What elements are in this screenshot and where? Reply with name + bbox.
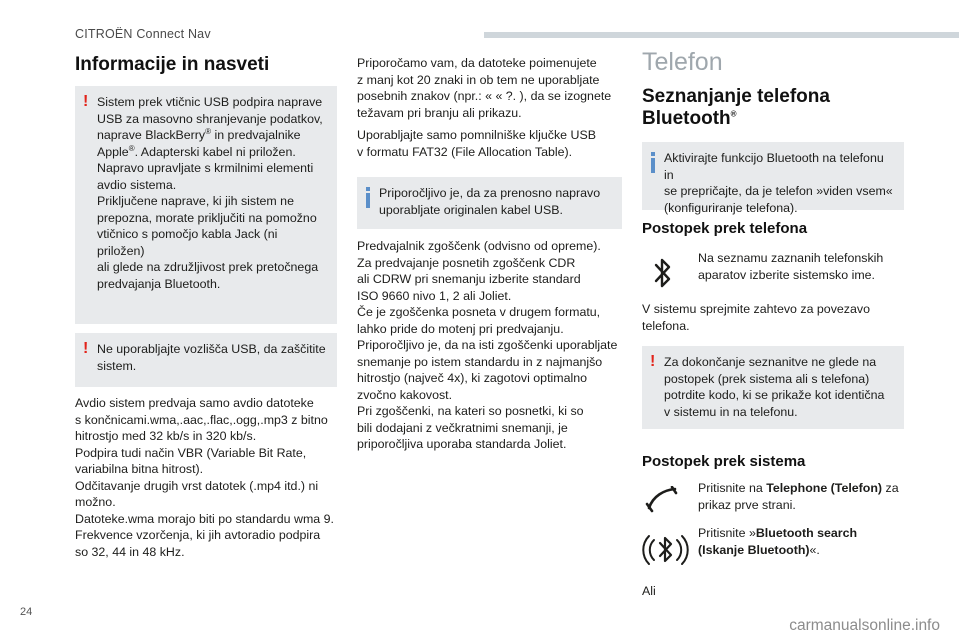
- bluetooth-icon: [650, 256, 676, 290]
- heading-system-procedure: Postopek prek sistema: [642, 453, 806, 470]
- info-cable-text: Priporočljivo je, da za prenosno napravo uporabljate originalen kabel USB.: [379, 186, 601, 217]
- page-number: 24: [20, 606, 33, 618]
- usb-format-text: Uporabljajte samo pomnilniške ključke USB v formatu FAT32 (File Allocation Table).: [357, 128, 596, 159]
- info-icon: [366, 187, 370, 208]
- section-title-telefon: Telefon: [642, 48, 723, 76]
- system-step1-text: Pritisnite na Telephone (Telefon) za prikaz prve strani.: [698, 481, 899, 512]
- file-naming-text: Priporočamo vam, da datoteke poimenujete z manj kot 20 znaki in ob tem ne uporabljate posebnih znakov (npr.: « « ?. ), da se izognete težavam pri branju ali prikazu.: [357, 56, 612, 120]
- system-step2-text: Pritisnite »Bluetooth search (Iskanje Bluetooth)«.: [698, 526, 858, 557]
- warning-code-text: Za dokončanje seznanitve ne glede na postopek (prek sistema ali s telefona) potrdite kodo, ki se prikaže kot identična v sistemu in na telefonu.: [664, 355, 885, 419]
- warning-usb-text: Sistem prek vtičnic USB podpira naprave USB za masovno shranjevanje podatkov, naprave BlackBerry® in predvajalnike Apple®. Adapterski kabel ni priložen. Napravo upravljate s krmilnimi elementi avdio sistema. Priključene naprave, ki jih sistem ne prepozna, morate priključiti na pomožno vtičnico s pomočjo kabla Jack (ni priložen) ali glede na združljivost prek pretočnega predvajanja Bluetooth.: [97, 95, 323, 291]
- heading-phone-procedure: Postopek prek telefona: [642, 220, 808, 237]
- warning-icon: !: [650, 353, 656, 370]
- audio-formats-text: Avdio sistem predvaja samo avdio datoteke s končnicami.wma,.aac,.flac,.ogg,.mp3 z bitno hitrostjo med 32 kb/s in 320 kb/s. Podpira tudi način VBR (Variable Bit Rate, variabilna bitna hitrost). Odčitavanje drugih vrst datotek (.mp4 itd.) ni možno. Datoteke.wma morajo biti po standardu wma 9. Frekvence vzorčenja, ki jih avtoradio podpira so 32, 44 in 48 kHz.: [75, 396, 334, 559]
- watermark: carmanualsonline.info: [789, 617, 940, 634]
- phone-step-text: Na seznamu zaznanih telefonskih aparatov izberite sistemsko ime.: [698, 251, 884, 282]
- warning-box-code: [642, 346, 904, 429]
- warning-box-usb: [75, 86, 337, 324]
- header-title: CITROËN Connect Nav: [75, 27, 211, 41]
- telephone-icon: [644, 486, 678, 516]
- cd-player-text: Predvajalnik zgoščenk (odvisno od opreme). Za predvajanje posnetih zgoščenk CDR ali CDRW pri snemanju izberite standard ISO 9660 nivo 1, 2 ali Joliet. Če je zgoščenka posneta v drugem formatu, lahko pride do motenj pri predvajanju. Priporočljivo je, da na isti zgoščenki uporabljate snemanje po istem standardu in z najmanjšo hitrostjo (največ 4x), ki zagotovi optimalno zvočno kakovost. Pri zgoščenki, na kateri so posnetki, ki so bili dodajani z večkratnimi snemanji, je priporočljiva uporaba standarda Joliet.: [357, 239, 618, 451]
- info-icon: [651, 152, 655, 173]
- accept-request-text: V sistemu sprejmite zahtevo za povezavo telefona.: [642, 302, 870, 333]
- warning-hub-text: Ne uporabljajte vozlišča USB, da zaščitite sistem.: [97, 342, 326, 373]
- ali-text: Ali: [642, 584, 656, 598]
- bluetooth-search-icon: [642, 526, 690, 574]
- warning-box-hub: [75, 333, 337, 387]
- info-box-cable: [357, 177, 622, 229]
- heading-information-tips: Informacije in nasveti: [75, 54, 270, 75]
- heading-bluetooth-pairing: Seznanjanje telefona Bluetooth®: [642, 86, 830, 129]
- info-bluetooth-text: Aktivirajte funkcijo Bluetooth na telefonu in se prepričajte, da je telefon »viden vsem« (konfiguriranje telefona).: [664, 151, 893, 215]
- warning-icon: !: [83, 93, 89, 110]
- info-box-bluetooth: [642, 142, 904, 215]
- warning-icon: !: [83, 340, 89, 357]
- header-bar: [484, 32, 959, 38]
